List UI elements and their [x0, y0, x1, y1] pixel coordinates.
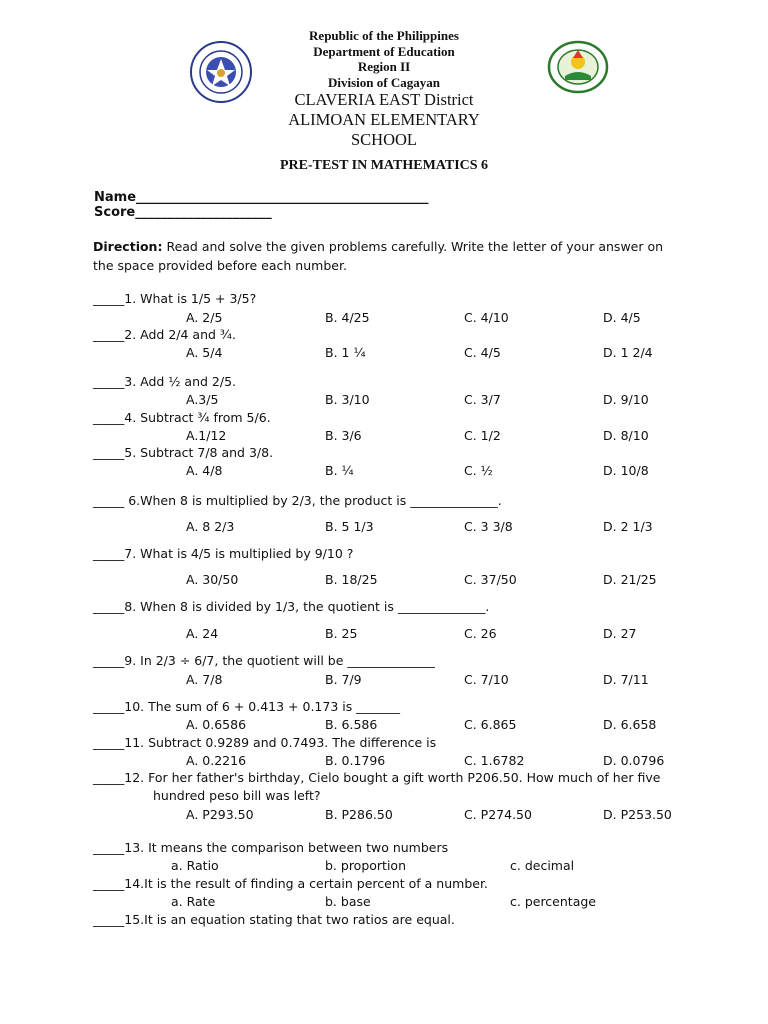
document-header	[0, 28, 768, 150]
choice-a: A. 4/8	[186, 463, 223, 478]
question-2: _____2. Add 2/4 and ¾.	[93, 327, 236, 342]
choice-c: c. percentage	[510, 894, 596, 909]
header-department: Department of Education	[313, 43, 455, 59]
choice-b: B. 5 1/3	[325, 519, 374, 534]
direction-label: Direction:	[93, 239, 163, 254]
choice-d: D. 21/25	[603, 572, 657, 587]
directions	[93, 237, 673, 275]
choice-c: C. 3 3/8	[464, 519, 513, 534]
choice-a: A. 5/4	[186, 345, 223, 360]
choice-d: D. P253.50	[603, 807, 672, 822]
choice-b: B. 6.586	[325, 717, 378, 732]
question-6: _____ 6.When 8 is multiplied by 2/3, the product is ______________.	[93, 493, 502, 508]
question-11: _____11. Subtract 0.9289 and 0.7493. The difference is	[93, 735, 437, 750]
choice-a: A. 24	[186, 626, 219, 641]
choice-b: B. 0.1796	[325, 753, 386, 768]
choice-c: C. 37/50	[464, 572, 517, 587]
score-field[interactable]: Score_____________________	[94, 205, 272, 220]
question-9: _____9. In 2/3 ÷ 6/7, the quotient will be ______________	[93, 653, 435, 668]
question-4: _____4. Subtract ¾ from 5/6.	[93, 410, 271, 425]
header-division: Division of Cagayan	[328, 74, 440, 90]
choice-a: A.3/5	[186, 392, 219, 407]
choice-b: B. 25	[325, 626, 358, 641]
choice-b: b. proportion	[325, 858, 406, 873]
question-10: _____10. The sum of 6 + 0.413 + 0.173 is _______	[93, 699, 400, 714]
test-title: PRE-TEST IN MATHEMATICS 6	[279, 158, 489, 173]
header-district: CLAVERIA EAST District	[294, 90, 474, 109]
choice-a: a. Rate	[171, 894, 216, 909]
choice-c: c. decimal	[510, 858, 575, 873]
choice-c: C. 26	[464, 626, 497, 641]
choice-d: D. 0.0796	[603, 753, 665, 768]
choice-b: B. 18/25	[325, 572, 378, 587]
question-12-continued: hundred peso bill was left?	[153, 788, 321, 803]
choice-d: D. 9/10	[603, 392, 649, 407]
choice-b: b. base	[325, 894, 371, 909]
direction-text: Read and solve the given problems carefully. Write the letter of your answer on the space provided before each number.	[93, 239, 664, 273]
choice-b: B. 3/6	[325, 428, 362, 443]
choice-a: A. 30/50	[186, 572, 239, 587]
choice-b: B. 3/10	[325, 392, 370, 407]
choice-a: A.1/12	[186, 428, 227, 443]
choice-c: C. 4/5	[464, 345, 501, 360]
choice-d: D. 7/11	[603, 672, 649, 687]
choice-b: B. 1 ¼	[325, 345, 366, 360]
question-1: _____1. What is 1/5 + 3/5?	[93, 291, 257, 306]
choice-d: D. 8/10	[603, 428, 649, 443]
choice-a: A. P293.50	[186, 807, 254, 822]
choice-a: A. 0.6586	[186, 717, 247, 732]
choice-c: C. 1.6782	[464, 753, 525, 768]
choice-c: C. ½	[464, 463, 493, 478]
choice-b: B. ¼	[325, 463, 354, 478]
question-8: _____8. When 8 is divided by 1/3, the quotient is ______________.	[93, 599, 490, 614]
choice-a: A. 0.2216	[186, 753, 247, 768]
header-school-line1: ALIMOAN ELEMENTARY	[288, 110, 480, 129]
question-3: _____3. Add ½ and 2/5.	[93, 374, 236, 389]
choice-d: D. 27	[603, 626, 637, 641]
choice-a: a. Ratio	[171, 858, 219, 873]
choice-c: C. 3/7	[464, 392, 501, 407]
choice-c: C. 6.865	[464, 717, 517, 732]
name-field[interactable]: Name_____________________________________________	[94, 190, 429, 205]
question-13: _____13. It means the comparison between two numbers	[93, 840, 449, 855]
header-region: Region II	[357, 59, 411, 74]
question-5: _____5. Subtract 7/8 and 3/8.	[93, 445, 274, 460]
choice-c: C. 1/2	[464, 428, 501, 443]
question-15: _____15.It is an equation stating that two ratios are equal.	[93, 912, 455, 927]
choice-d: D. 1 2/4	[603, 345, 653, 360]
choice-c: C. 4/10	[464, 310, 509, 325]
choice-d: D. 4/5	[603, 310, 641, 325]
choice-a: A. 7/8	[186, 672, 223, 687]
choice-d: D. 2 1/3	[603, 519, 653, 534]
header-republic: Republic of the Philippines	[309, 28, 459, 43]
choice-a: A. 2/5	[186, 310, 223, 325]
question-7: _____7. What is 4/5 is multiplied by 9/10 ?	[93, 546, 354, 561]
choice-d: D. 10/8	[603, 463, 649, 478]
choice-d: D. 6.658	[603, 717, 657, 732]
choice-c: C. P274.50	[464, 807, 532, 822]
choice-b: B. 4/25	[325, 310, 370, 325]
question-14: _____14.It is the result of finding a certain percent of a number.	[93, 876, 488, 891]
choice-c: C. 7/10	[464, 672, 509, 687]
choice-a: A. 8 2/3	[186, 519, 235, 534]
choice-b: B. P286.50	[325, 807, 393, 822]
choice-b: B. 7/9	[325, 672, 362, 687]
question-12: _____12. For her father's birthday, Cielo bought a gift worth P206.50. How much of her five	[93, 770, 661, 785]
header-school-line2: SCHOOL	[350, 130, 417, 149]
